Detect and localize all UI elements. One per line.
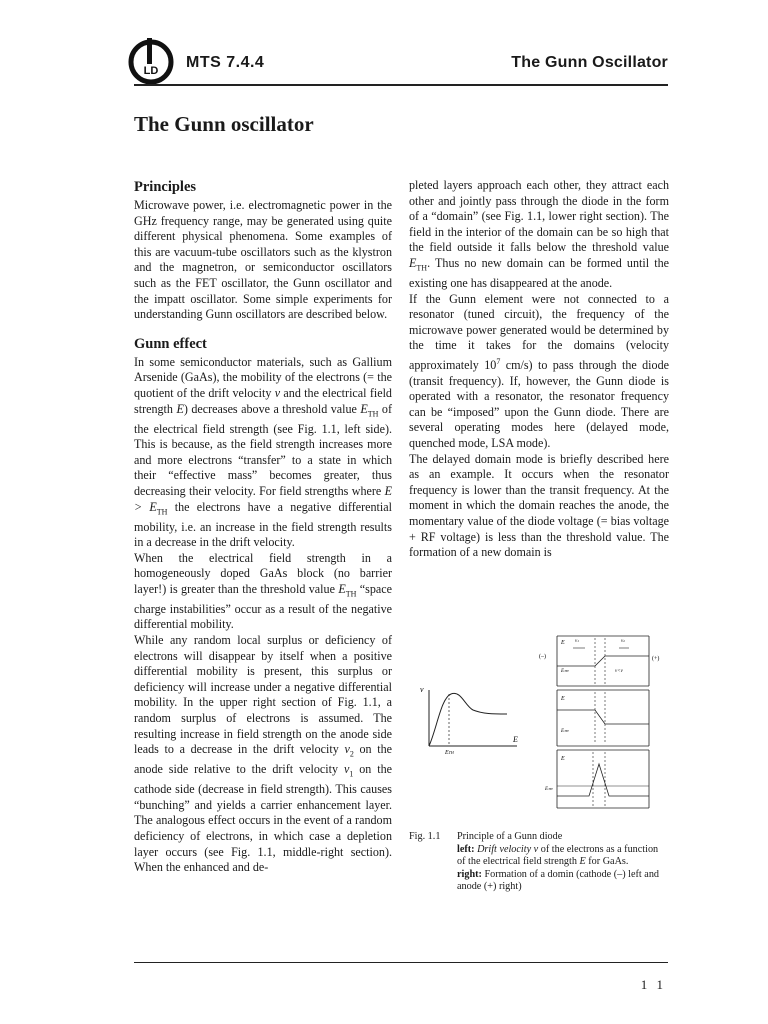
panel-middle-e: E [561, 696, 565, 702]
right-paragraph-2: If the Gunn element were not connected to a resonator (tuned circuit), the frequency of the microwave power generated would be determined by the time it takes for the domains (velocity approximately $10^7$ cm/s) to pass through the diode (transit frequency). If, however, the Gunn diode is operated with a resonator, the resonator frequency can be “imposed” upon the Gunn diode. There are several operating modes here (delayed mode, quenched mode, LSA mode). [409, 291, 669, 450]
v1-label: v1 [575, 639, 579, 644]
caption-right: right: Formation of a domin (cathode (–) left and anode (+) right) [457, 868, 660, 893]
graph-y-label: v [420, 685, 424, 694]
drift-velocity-graph [420, 685, 518, 756]
graph-eth-label: ETH [445, 750, 454, 756]
cathode-label: (–) [539, 654, 546, 660]
page-title: The Gunn oscillator [134, 112, 314, 136]
logo-text: LD [143, 65, 159, 77]
right-paragraph-3: The delayed domain mode is briefly described here as an example. It occurs when the resonator frequency is lower than the transit frequency. At the moment in which the domain reaches the anode, the momentary value of the diode voltage (= bias voltage + RF voltage) is less than the threshold value. The formation of a new domain is [409, 451, 669, 560]
panel-middle-eth: ETH [561, 729, 569, 734]
right-column [409, 178, 669, 561]
right-paragraph-1: pleted layers approach each other, they attract each other and jointly pass through the diode in the form of a “domain” (see Fig. 1.1, lower right section). The field in the interior of the domain can be so high that the field outside it falls below the threshold value $E_{TH}$. Thus no new domain can be formed until the existing one has disappeared at the anode. [409, 178, 669, 290]
v2-label: v2 [621, 639, 625, 644]
graph-x-label: E [513, 735, 518, 744]
gunn-effect-paragraph-2: When the electrical field strength in a homogeneously doped GaAs block (no barrier layer!) is greater than the threshold value $E_{TH}$ “space charge instabilities” occur as a result of the negative differential mobility. [134, 550, 392, 632]
ld-logo [128, 38, 174, 84]
principles-paragraph: Microwave power, i.e. electromagnetic power in the GHz frequency range, may be generated using quite different physical phenomena. Some examples of this are vacuum-tube oscillators such as the klystron and the magnetron, or semiconductor oscillators such as the FET oscillator, the Gunn oscillator and the impatt oscillator. Some simple experiments for understanding Gunn oscillators are described below. [134, 198, 392, 322]
panel-bottom [544, 750, 649, 808]
panel-bottom-e: E [561, 756, 565, 762]
gunn-effect-paragraph-1: In some semiconductor materials, such as Gallium Arsenide (GaAs), the mobility of the electrons (= the quotient of the drift velocity v and the electrical field strength E) decreases above a threshold value $E_{TH}$ of the electrical field strength (see Fig. 1.1, left side). This is because, as the field strength increases more and more electrons “transfer” to a state in which their “effective mass” becomes greater, thus decreasing their velocity. For field strengths where $E > E_{TH}$ the electrons have a negative differential mobility, i.e. an increase in the field strength results in a decrease in the drift velocity. [134, 354, 392, 550]
figure-caption-body [457, 831, 662, 894]
caption-left: left: Drift velocity v of the electrons as a function of the electrical field strength E for GaAs. [457, 843, 659, 868]
panel-middle [557, 690, 649, 746]
principles-heading: Principles [134, 179, 197, 195]
gunn-effect-paragraph-3: While any random local surplus or deficiency of electrons will disappear by itself when a positive differential mobility is present, this surplus or deficiency will increase under a negative differential mobility. In the upper right section of Fig. 1.1, a random surplus of electrons is assumed. The resulting increase in field strength on the anode side leads to a decrease in the drift velocity $v_2$ on the anode side relative to the drift velocity $v_1$ on the cathode side (decrease in field strength). This causes “bunching” and yields a carrier enhancement layer. The analogous effect occurs in the event of a random deficiency of electrons, in which case a depletion layer occurs (see Fig. 1.1, middle-right section). When the enhanced and de- [134, 633, 393, 875]
anode-label: (+) [652, 656, 660, 662]
panel-bottom-eth: ETH [545, 787, 553, 792]
footer-rule [134, 962, 668, 963]
v2-lt-v1-label: v<v [615, 669, 623, 674]
page-number: 1 1 [640, 977, 666, 992]
caption-title: Principle of a Gunn diode [457, 831, 563, 842]
figure-gunn-diode [409, 628, 671, 838]
panel-top [539, 636, 659, 686]
gunn-effect-heading: Gunn effect [134, 335, 207, 352]
panel-top-eth: ETH [561, 669, 569, 674]
header-rule [134, 84, 668, 86]
left-column [134, 178, 392, 876]
figure-label: Fig. 1.1 [409, 831, 441, 842]
document-id: MTS 7.4.4 [186, 54, 265, 71]
document-topic: The Gunn Oscillator [511, 54, 668, 71]
panel-top-e: E [561, 640, 565, 646]
